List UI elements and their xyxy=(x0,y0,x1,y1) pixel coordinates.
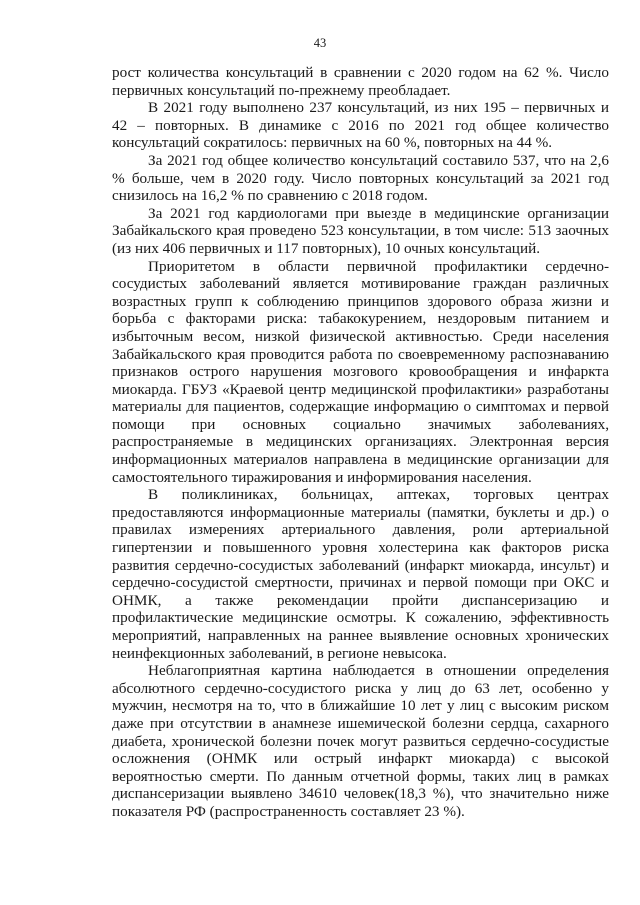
paragraph-3: За 2021 год общее количество консультаций составило 537, что на 2,6 % больше, чем в 2020 году. Число повторных консультаций за 2021 год снизилось на 16,2 % по сравнению с 2018 годом. xyxy=(112,151,609,205)
paragraph-4: За 2021 год кардиологами при выезде в медицинские организации Забайкальского края проведено 523 консультации, в том числе: 513 заочных (из них 406 первичных и 117 повторных), 10 очных консультаций. xyxy=(112,204,609,257)
paragraph-7: Неблагоприятная картина наблюдается в отношении определения абсолютного сердечно-сосудистого риска у лиц до 63 лет, особенно у мужчин, несмотря на то, что в ближайшие 10 лет у лиц с высоким риском даже при отсутствии в анамнезе ишемической болезни сердца, сахарного диабета, хронической болезни почек могут развиться сердечно-сосудистые осложнения (ОНМК или острый инфаркт миокарда) с высокой вероятностью смерти. По данным отчетной формы, таких лиц в рамках диспансеризации выявлено 34610 человек(18,3 %), что значительно ниже показателя РФ (распространенность составляет 23 %). xyxy=(112,662,609,820)
page-number: 43 xyxy=(313,36,327,50)
paragraph-2: В 2021 году выполнено 237 консультаций, из них 195 – первичных и 42 – повторных. В динамике с 2016 по 2021 год общее количество консультаций сократилось: первичных на 60 %, повторных на 44 %. xyxy=(112,99,609,152)
paragraph-5: Приоритетом в области первичной профилактики сердечно-сосудистых заболеваний является мотивирование граждан различных возрастных групп к соблюдению принципов здорового образа жизни и борьба с факторами риска: табакокурением, нездоровым питанием и избыточным весом, низкой физической активностью. Среди населения Забайкальского края проводится работа по своевременному распознаванию признаков острого нарушения мозгового кровообращения и инфаркта миокарда. ГБУЗ «Краевой центр медицинской профилактики» разработаны материалы для пациентов, содержащие информацию о симптомах и первой помощи при основных социально значимых заболеваниях, распространяемые в медицинских организациях. Электронная версия информационных материалов направлена в медицинские организации для самостоятельного тиражирования и информирования населения. xyxy=(112,257,609,486)
paragraph-1: рост количества консультаций в сравнении с 2020 годом на 62 %. Число первичных консультаций по-прежнему преобладает. xyxy=(112,64,609,99)
paragraph-6: В поликлиниках, больницах, аптеках, торговых центрах предоставляются информационные материалы (памятки, буклеты и др.) о правилах измерениях артериального давления, роли артериальной гипертензии и повышенного уровня холестерина как факторов риска развития сердечно-сосудистых заболеваний (инфаркт миокарда, инсульт) и сердечно-сосудистой смертности, причинах и первой помощи при ОКС и ОНМК, а также рекомендации пройти диспансеризацию и профилактические медицинские осмотры. К сожалению, эффективность мероприятий, направленных на раннее выявление основных хронических неинфекционных заболеваний, в регионе невысока. xyxy=(112,486,609,662)
page-body xyxy=(112,64,609,821)
